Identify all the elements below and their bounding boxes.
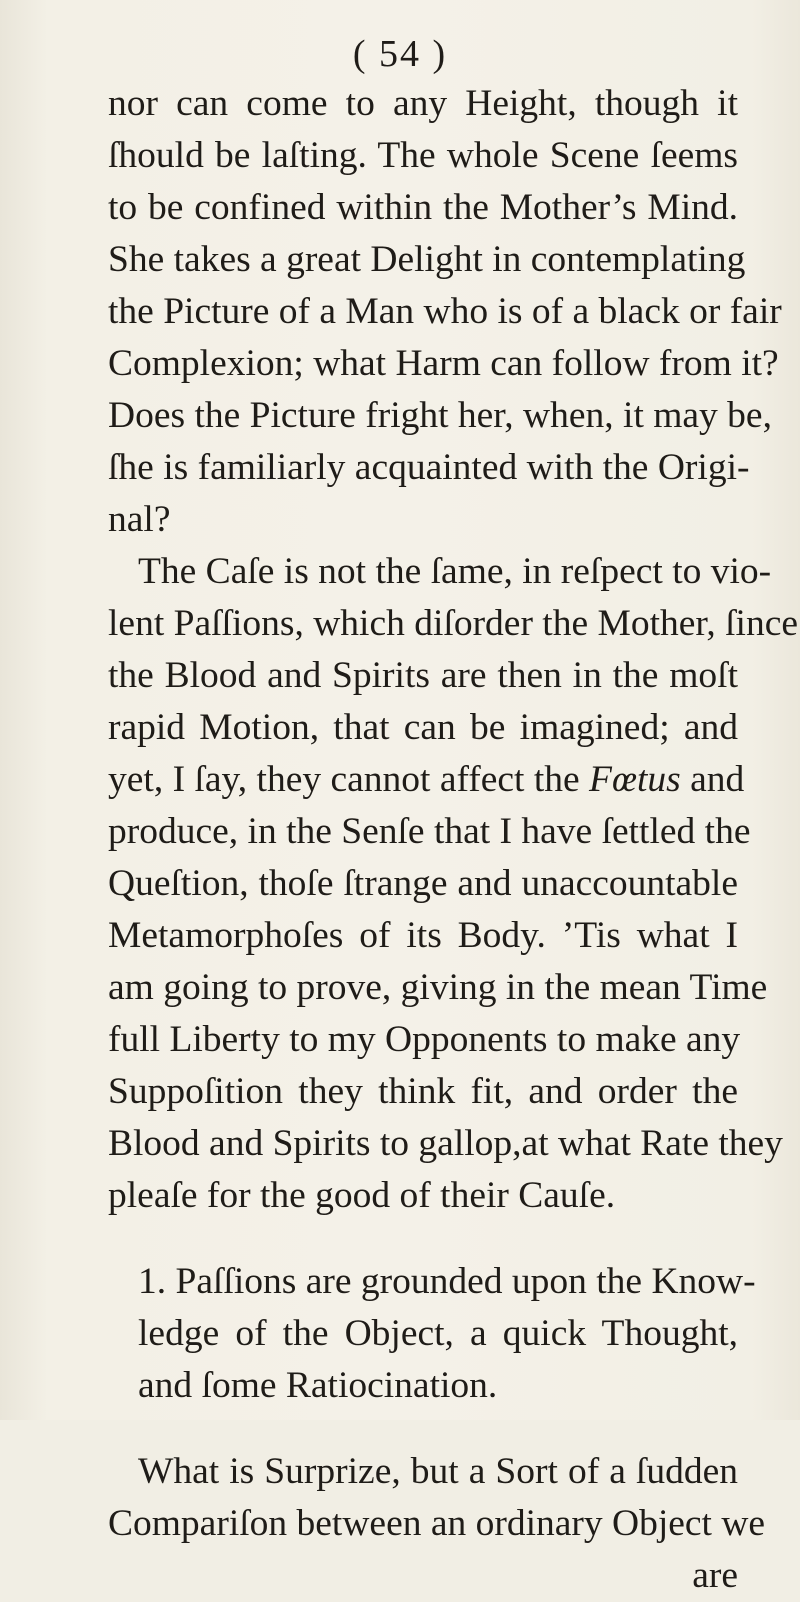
text-line-with-italic: [108, 754, 745, 806]
text-line: the Blood and Spirits are then in the moſt: [108, 655, 738, 696]
catchword: are: [692, 1555, 738, 1596]
text-line: produce, in the Senſe that I have ſettled the: [108, 811, 751, 852]
text-line: am going to prove, giving in the mean Time: [108, 967, 768, 1008]
body-text: [108, 78, 799, 1602]
text-line: ledge of the Object, a quick Thought,: [138, 1313, 738, 1354]
text-line: Queſtion, thoſe ſtrange and unaccountable: [108, 863, 738, 904]
text-line: Compariſon between an ordinary Object we: [108, 1503, 766, 1544]
text-line: Does the Picture fright her, when, it may be,: [108, 395, 772, 436]
text-line: rapid Motion, that can be imagined; and: [108, 707, 738, 748]
text-line: ſhe is familiarly acquainted with the Origi-: [108, 447, 750, 488]
text-line: Blood and Spirits to gallop,at what Rate they: [108, 1123, 783, 1164]
text-line: nal?: [108, 499, 171, 540]
text-line: 1. Paſſions are grounded upon the Know-: [138, 1261, 756, 1302]
text-line: pleaſe for the good of their Cauſe.: [108, 1175, 616, 1216]
paragraph-3: [108, 1256, 756, 1412]
text-line: Complexion; what Harm can follow from it?: [108, 343, 779, 384]
text-line: lent Paſſions, which diſorder the Mother, ſince: [108, 603, 799, 644]
text-line: She takes a great Delight in contemplating: [108, 239, 746, 280]
text-line: Metamorphoſes of its Body. ’Tis what I: [108, 915, 738, 956]
paragraph-4: [108, 1446, 766, 1550]
text-line: ſhould be laſting. The whole Scene ſeems: [108, 135, 738, 176]
text-line: The Caſe is not the ſame, in reſpect to vio-: [138, 551, 772, 592]
text-line: nor can come to any Height, though it: [108, 83, 738, 124]
paragraph-2: [108, 546, 799, 1222]
text-line: to be confined within the Mother’s Mind.: [108, 187, 738, 228]
paragraph-gap: [108, 1222, 738, 1256]
page-number: ( 54 ): [352, 33, 448, 75]
text-segment: yet, I ſay, they cannot affect the: [108, 759, 590, 800]
italic-term: Fœtus: [589, 759, 681, 800]
paragraph-gap: [108, 1412, 738, 1446]
text-line: full Liberty to my Opponents to make any: [108, 1019, 741, 1060]
text-line: and ſome Ratiocination.: [138, 1365, 498, 1406]
text-segment: and: [680, 759, 745, 800]
text-line: Suppoſition they think fit, and order the: [108, 1071, 738, 1112]
paragraph-1: [108, 78, 782, 546]
text-line: What is Surprize, but a Sort of a ſudden: [138, 1451, 738, 1492]
text-line: the Picture of a Man who is of a black or fair: [108, 291, 782, 332]
